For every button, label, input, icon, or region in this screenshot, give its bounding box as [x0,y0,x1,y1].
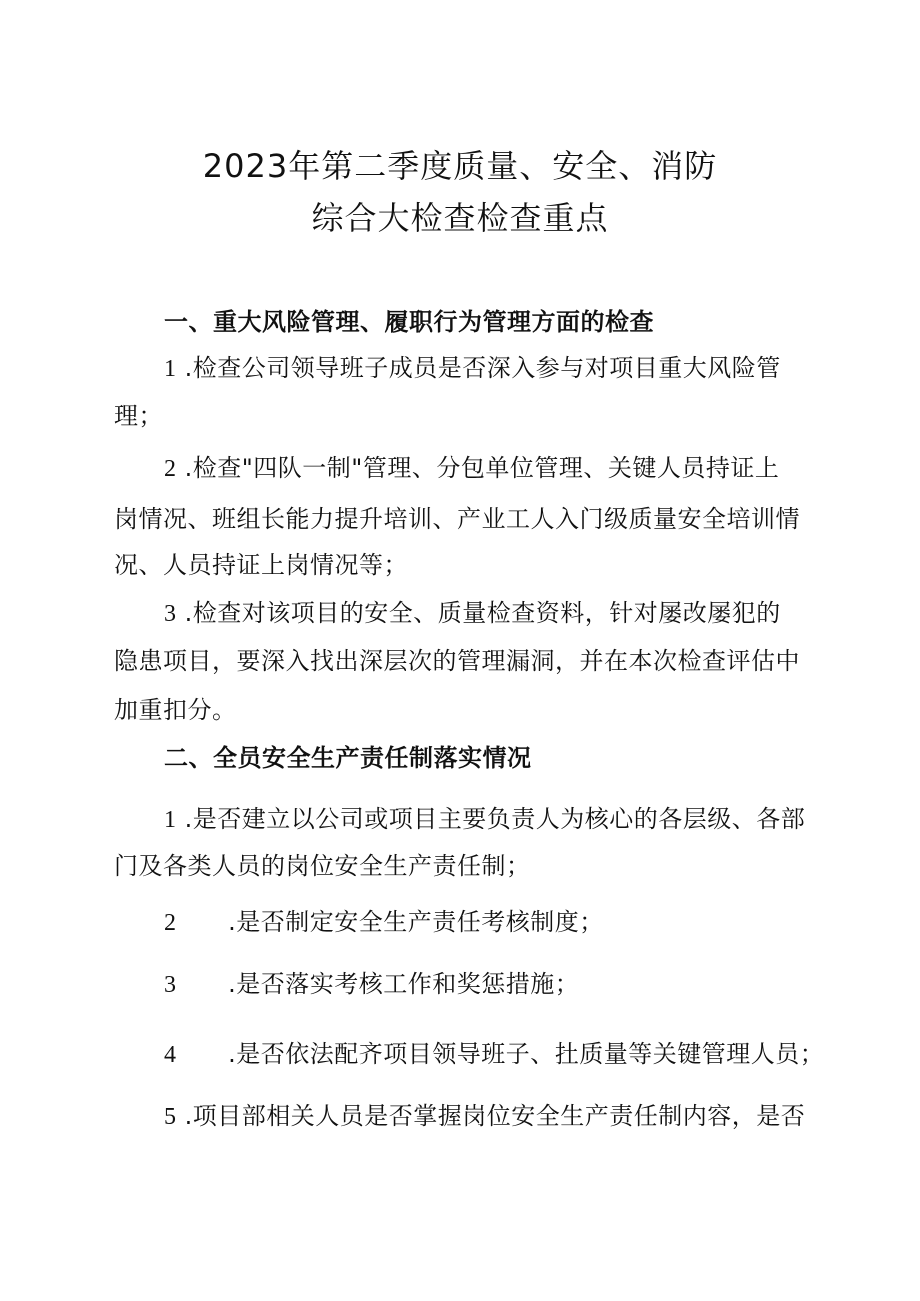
section-heading-1: 一、重大风险管理、履职行为管理方面的检查 [164,308,654,336]
item-number: 1 [164,356,177,382]
list-item-2-1-cont: 门及各类人员的岗位安全生产责任制； [114,852,531,880]
document-title-line-2: 综合大检查检查重点 [311,199,609,237]
item-number: 5 [164,1104,177,1130]
list-item-1-3 [164,597,781,630]
item-text: .项目部相关人员是否掌握岗位安全生产责任制内容，是否 [184,1102,806,1130]
section-heading-2: 二、全员安全生产责任制落实情况 [164,744,532,772]
item-number: 2 [164,910,177,936]
item-number: 1 [164,807,177,833]
item-number: 2 [164,456,177,482]
list-item-2-2 [164,906,604,939]
list-item-2-1 [164,803,805,836]
item-text: .检查对该项目的安全、质量检查资料，针对屡改屡犯的 [184,599,781,627]
list-item-2-3 [164,968,579,1001]
item-text: .检查"四队一制"管理、分包单位管理、关键人员持证上 [184,454,780,482]
item-text: .是否依法配齐项目领导班子、扗质量等关键管理人员； [228,1040,825,1068]
list-item-1-1-cont: 理； [114,402,163,430]
item-number: 3 [164,601,177,627]
list-item-1-3-cont-1: 隐患项目，要深入找出深层次的管理漏洞，并在本次检查评估中 [114,647,800,675]
item-text: .是否落实考核工作和奖惩措施； [228,970,580,998]
list-item-1-2-cont-2: 况、人员持证上岗情况等； [114,551,408,579]
list-item-1-3-cont-2: 加重扣分。 [114,696,237,724]
list-item-2-4 [164,1038,824,1071]
item-number: 4 [164,1042,177,1068]
list-item-1-2-cont-1: 岗情况、班组长能力提升培训、产业工人入门级质量安全培训情 [114,505,800,533]
item-text: .是否制定安全生产责任考核制度； [228,908,604,936]
item-text: .检查公司领导班子成员是否深入参与对项目重大风险管 [184,354,781,382]
list-item-1-2 [164,452,779,485]
list-item-1-1 [164,352,781,385]
list-item-2-5 [164,1100,805,1133]
item-number: 3 [164,972,177,998]
document-title-line-1: 2023年第二季度质量、安全、消防 [202,147,718,185]
item-text: .是否建立以公司或项目主要负责人为核心的各层级、各部 [184,805,806,833]
